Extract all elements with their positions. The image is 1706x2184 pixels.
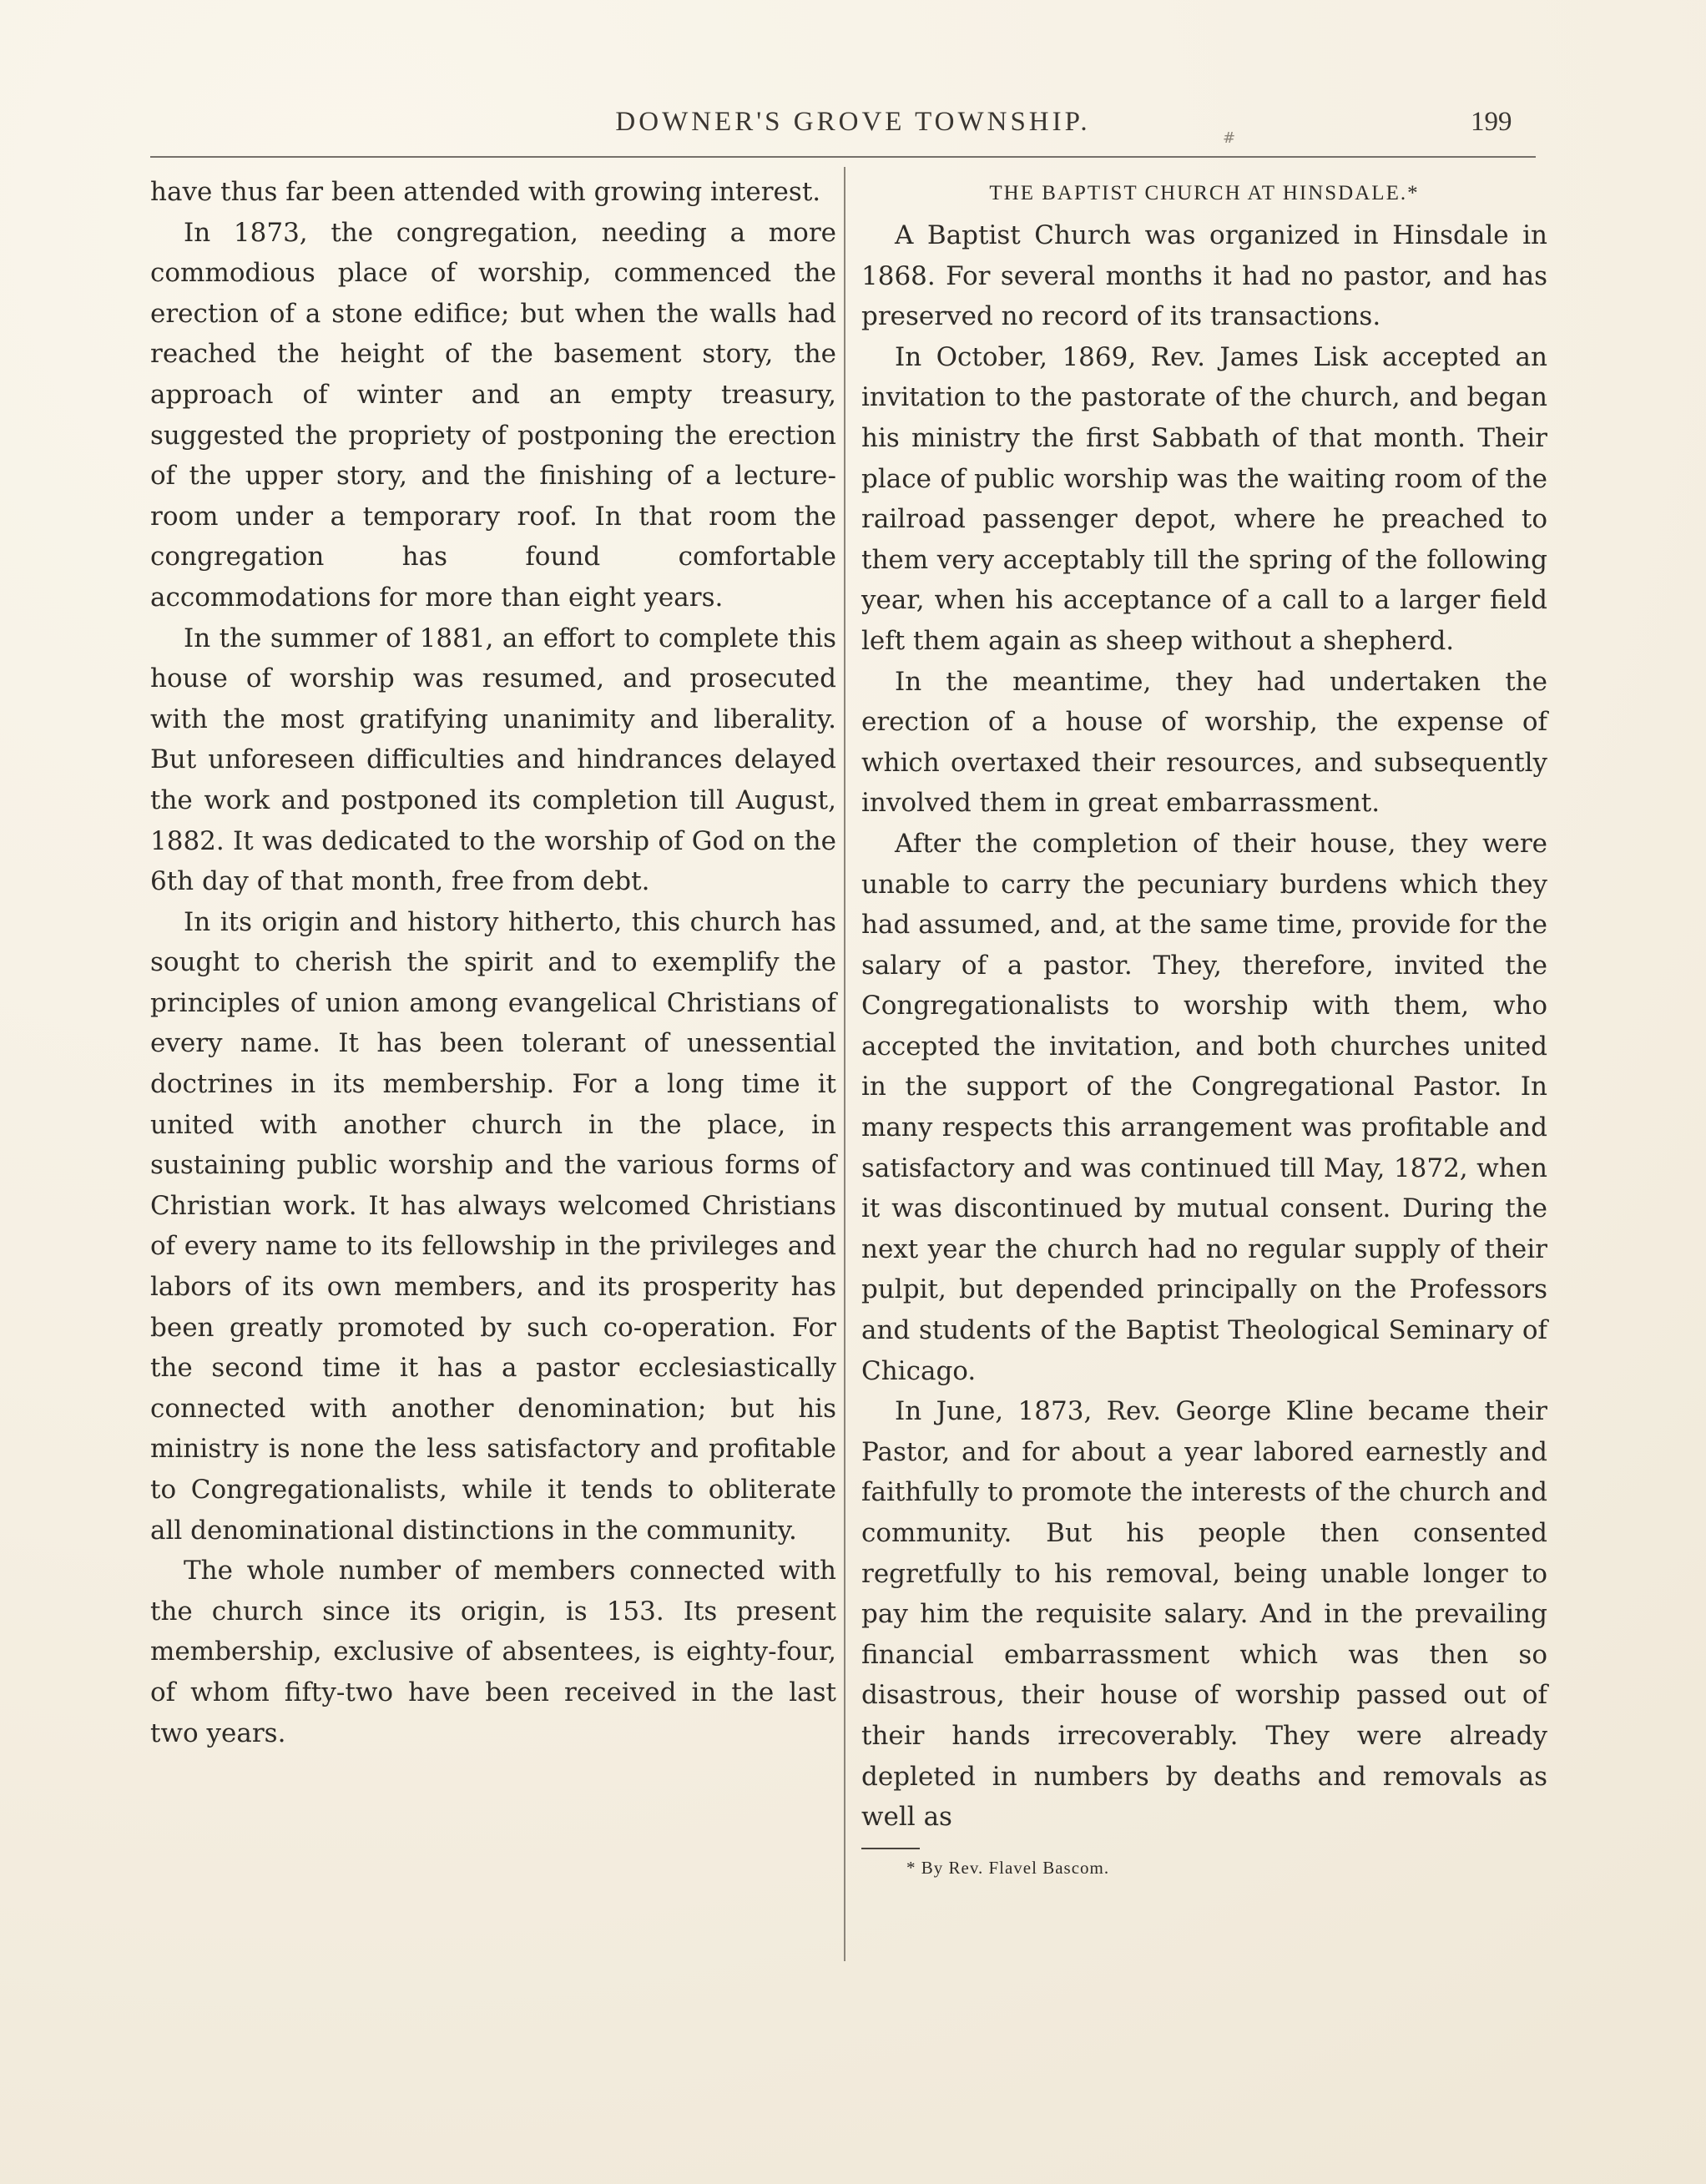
right-paragraph: In October, 1869, Rev. James Lisk accepted an invitation to the pastorate of the church, and began his ministry the first Sabbath of that month. Their place of public worship was the waiting room of the railroad passenger depot, where he preached to them very acceptably till the spring of the following year, when his acceptance of a call to a larger field left them again as sheep without a shepherd. (861, 341, 1547, 656)
right-paragraph: In the meantime, they had undertaken the erection of a house of worship, the expense of which overtaxed their resources, and subsequently involved them in great embarrassment. (861, 666, 1547, 819)
left-paragraph: The whole number of members connected with the church since its origin, is 153. Its present membership, exclusive of absentees, is eighty-four, of whom fifty-two have been received in the last two years. (150, 1556, 836, 1748)
left-column (150, 172, 836, 1753)
right-paragraph: After the completion of their house, they were unable to carry the pecuniary burdens which they had assumed, and, at the same time, provide for the salary of a pastor. They, therefore, invited the Congregationalists to worship with them, who accepted the invitation, and both churches united in the support of the Congregational Pastor. In many respects this arrangement was profitable and satisfactory and was continued till May, 1872, when it was discontinued by mutual consent. During the next year the church had no regular supply of their pulpit, but depended principally on the Professors and students of the Baptist Theological Seminary of Chicago. (861, 828, 1547, 1386)
header-rule (150, 156, 1536, 158)
section-heading: THE BAPTIST CHURCH AT HINSDALE.* (989, 182, 1420, 204)
right-column (861, 172, 1547, 1879)
left-paragraph: In the summer of 1881, an effort to complete this house of worship was resumed, and prosecuted with the most gratifying unanimity and liberality. But unforeseen difficulties and hindrances delayed the work and postponed its completion till August, 1882. It was dedicated to the worship of God on the 6th day of that month, free from debt. (150, 623, 836, 897)
left-paragraph: have thus far been attended with growing interest. (150, 177, 821, 207)
column-divider (844, 167, 845, 1961)
print-mark: # (1223, 129, 1236, 147)
page-number: 199 (1471, 107, 1512, 137)
left-paragraph: In its origin and history hitherto, this church has sought to cherish the spirit and to exemplify the principles of union among evangelical Christians of every name. It has been tolerant of unessential doctrines in its membership. For a long time it united with another church in the place, in sustaining public worship and the various forms of Christian work. It has always welcomed Christians of every name to its fellowship in the privileges and labors of its own members, and its prosperity has been greatly promoted by such co-operation. For the second time it has a pastor ecclesiastically connected with another denomination; but his ministry is none the less satisfactory and profitable to Congregationalists, while it tends to obliterate all denominational distinctions in the community. (150, 906, 836, 1546)
footnote: * By Rev. Flavel Bascom. (906, 1857, 1110, 1878)
right-paragraph: A Baptist Church was organized in Hinsdale in 1868. For several months it had no pastor, and has preserved no record of its transactions. (861, 220, 1547, 332)
page-header (0, 0, 1706, 159)
right-paragraph: In June, 1873, Rev. George Kline became their Pastor, and for about a year labored earnestly and faithfully to promote the interests of the church and community. But his people then consented regretfully to his removal, being unable longer to pay him the requisite salary. And in the prevailing financial embarrassment which was then so disastrous, their house of worship passed out of their hands irrecoverably. They were already depleted in numbers by deaths and removals as well as (861, 1396, 1547, 1833)
left-paragraph: In 1873, the congregation, needing a more commodious place of worship, commenced the erection of a stone edifice; but when the walls had reached the height of the basement story, the approach of winter and an empty treasury, suggested the propriety of postponing the erection of the upper story, and the finishing of a lecture-room under a temporary roof. In that room the congregation has found comfortable accommodations for more than eight years. (150, 217, 836, 613)
footnote-rule (861, 1848, 920, 1849)
running-title: DOWNER'S GROVE TOWNSHIP. (615, 107, 1091, 137)
